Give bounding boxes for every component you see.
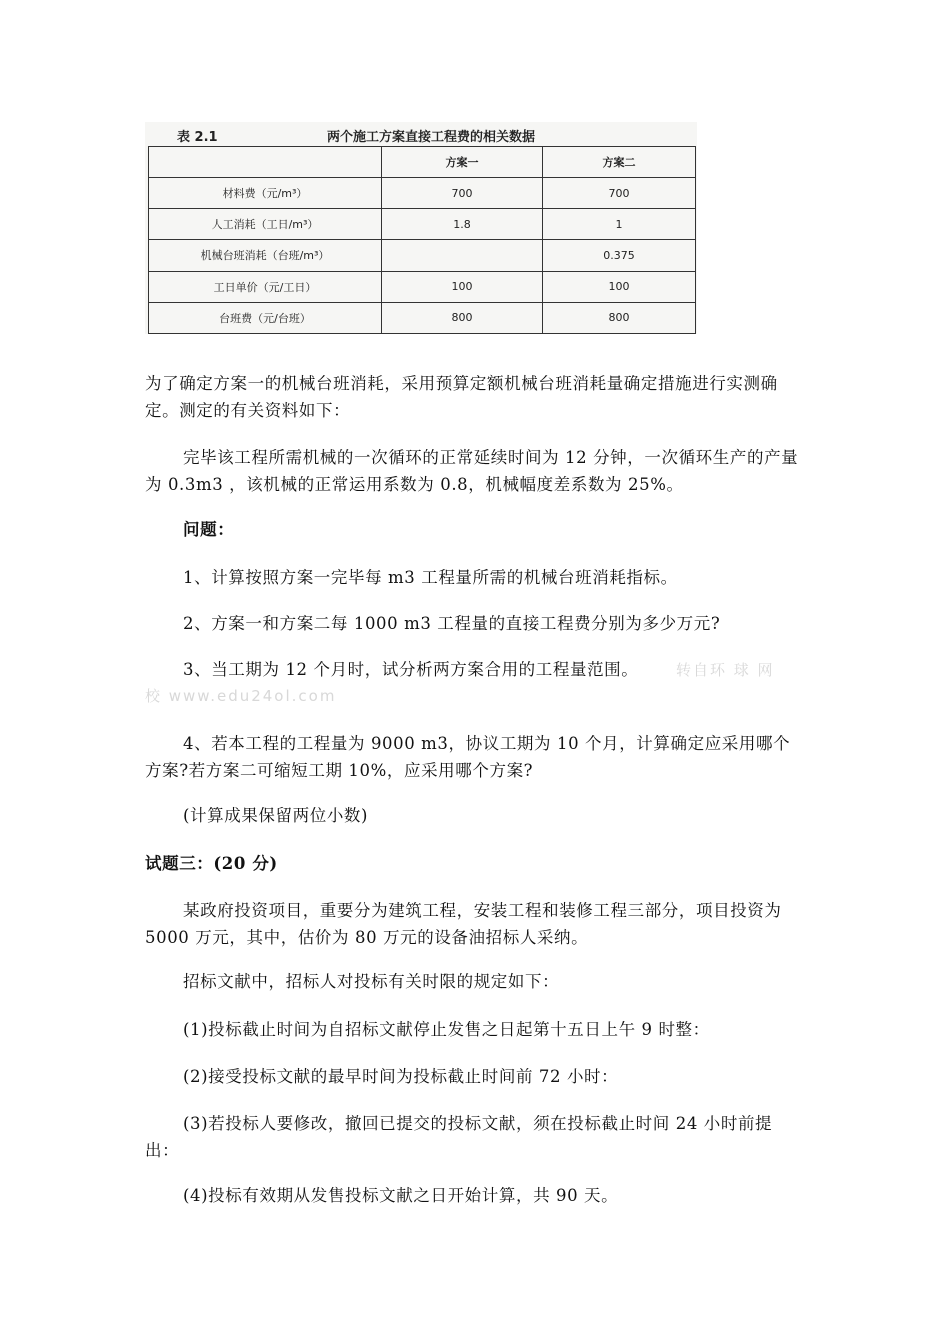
cell-plan2: 100 (543, 271, 696, 302)
cell-plan1 (382, 240, 543, 271)
table-row (149, 302, 696, 333)
rule-item-1: (1)投标截止时间为自招标文献停止发售之日起第十五日上午 9 时整： (183, 1020, 710, 1039)
question-4: 4、若本工程的工程量为 9000 m3，协议工期为 10 个月，计算确定应采用哪个方案?若方案二可缩短工期 10%，应采用哪个方案? (145, 734, 791, 780)
paragraph-intro: 为了确定方案一的机械台班消耗，采用预算定额机械台班消耗量确定措施进行实测确定。测定的有关资料如下： (145, 374, 778, 420)
table-row (149, 209, 696, 240)
section-3-paragraph-2: 招标文献中，招标人对投标有关时限的规定如下： (183, 972, 560, 991)
cell-plan1: 700 (382, 178, 543, 209)
table-header-row (149, 147, 696, 178)
table-row (149, 178, 696, 209)
row-label: 材料费（元/m³） (149, 178, 382, 209)
cost-data-table (148, 146, 696, 334)
table-row (149, 271, 696, 302)
questions-heading: 问题： (183, 520, 235, 539)
section-3-paragraph-1: 某政府投资项目，重要分为建筑工程，安装工程和装修工程三部分，项目投资为 5000 万元，其中，估价为 80 万元的设备油招标人采纳。 (145, 901, 782, 947)
question-3: 3、当工期为 12 个月时，试分析两方案合用的工程量范围。 (183, 660, 639, 679)
row-label: 人工消耗（工日/m³） (149, 209, 382, 240)
header-cell: 方案二 (543, 147, 696, 178)
cell-plan2: 0.375 (543, 240, 696, 271)
cell-plan1: 1.8 (382, 209, 543, 240)
cell-plan2: 1 (543, 209, 696, 240)
calculation-note: (计算成果保留两位小数) (183, 806, 369, 825)
section-3-title: 试题三：(20 分) (145, 854, 278, 873)
paragraph-measurement-data: 完毕该工程所需机械的一次循环的正常延续时间为 12 分钟，一次循环生产的产量为 0.3m3 ，该机械的正常运用系数为 0.8，机械幅度差系数为 25%。 (145, 448, 799, 494)
question-2: 2、方案一和方案二每 1000 m3 工程量的直接工程费分别为多少万元? (183, 614, 721, 633)
header-cell (149, 147, 382, 178)
watermark-line-1: 转自环 球 网 (676, 661, 775, 679)
cell-plan1: 800 (382, 302, 543, 333)
scanned-table-image (145, 122, 697, 334)
rule-item-3: (3)若投标人要修改，撤回已提交的投标文献，须在投标截止时间 24 小时前提出： (145, 1114, 773, 1160)
cell-plan2: 700 (543, 178, 696, 209)
question-1: 1、计算按照方案一完毕每 m3 工程量所需的机械台班消耗指标。 (183, 568, 678, 587)
rule-item-2: (2)接受投标文献的最早时间为投标截止时间前 72 小时： (183, 1067, 619, 1086)
table-caption (145, 122, 697, 144)
header-cell: 方案一 (382, 147, 543, 178)
table-row (149, 240, 696, 271)
row-label: 工日单价（元/工日） (149, 271, 382, 302)
row-label: 机械台班消耗（台班/m³） (149, 240, 382, 271)
cell-plan2: 800 (543, 302, 696, 333)
table-number: 表 2.1 (177, 130, 218, 145)
rule-item-4: (4)投标有效期从发售投标文献之日开始计算，共 90 天。 (183, 1186, 619, 1205)
row-label: 台班费（元/台班） (149, 302, 382, 333)
cell-plan1: 100 (382, 271, 543, 302)
table-title: 两个施工方案直接工程费的相关数据 (327, 130, 536, 145)
watermark-line-2: 校 www.edu24ol.com (145, 687, 337, 705)
